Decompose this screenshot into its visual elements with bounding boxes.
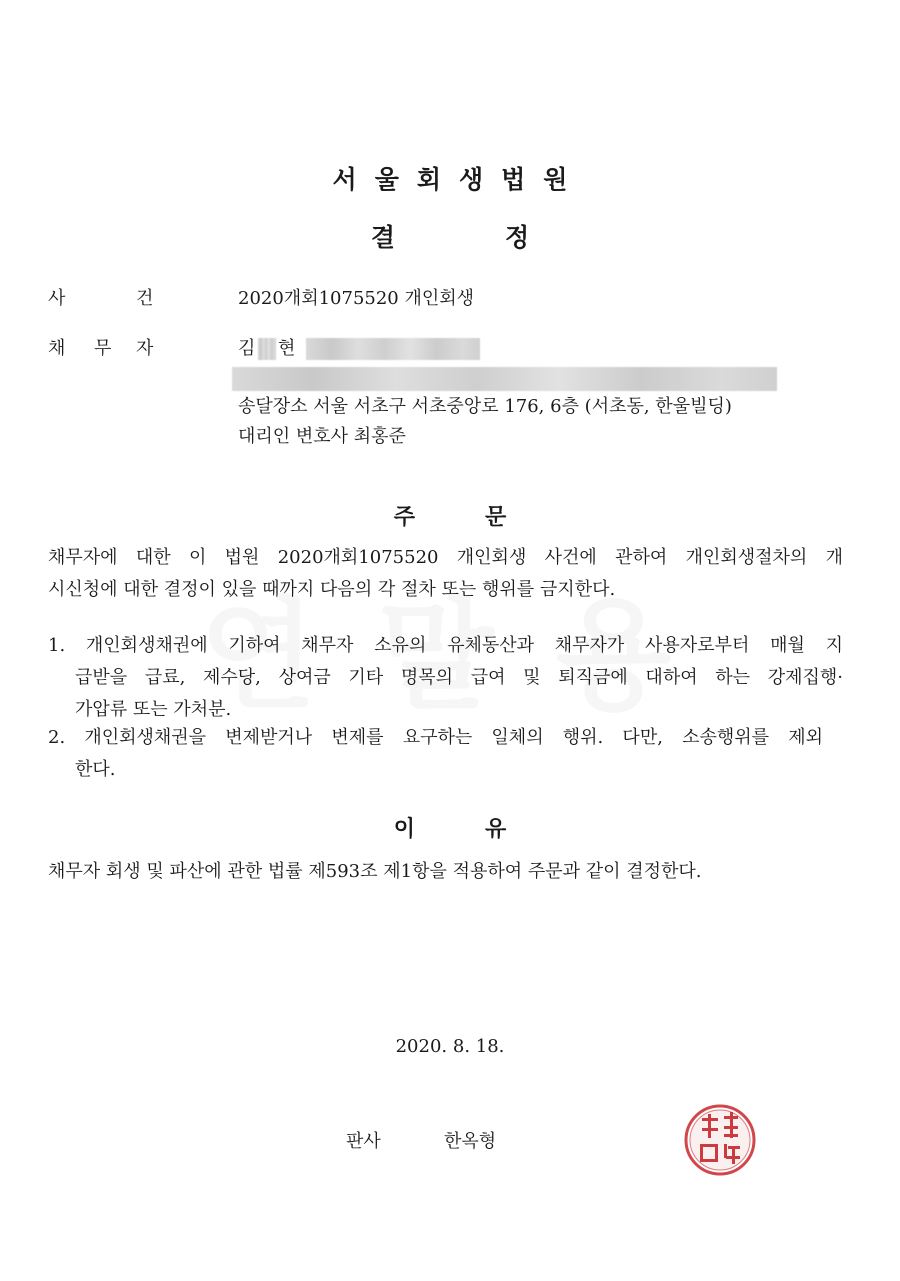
debtor-row — [48, 336, 848, 362]
order-title-left: 주 — [393, 505, 415, 530]
reason-title-left: 이 — [393, 817, 415, 842]
reason-paragraph — [48, 856, 848, 888]
document-type-title — [0, 218, 900, 254]
attorney-line: 대리인 변호사 최홍준 — [238, 426, 406, 447]
debtor-label-char-3: 자 — [136, 338, 154, 359]
judge-title: 판사 — [346, 1131, 381, 1152]
debtor-name-first: 김 — [238, 338, 256, 359]
order-intro-paragraph — [48, 542, 848, 606]
document-type-left: 결 — [370, 223, 395, 252]
court-name: 서울회생법원 — [332, 165, 586, 194]
debtor-label-char-2: 무 — [94, 338, 112, 359]
case-row — [48, 286, 848, 312]
reason-title-right: 유 — [485, 817, 507, 842]
reason-text: 채무자 회생 및 파산에 관한 법률 제593조 제1항을 적용하여 주문과 같이 결정한다. — [48, 861, 702, 882]
decision-date: 2020. 8. 18. — [395, 1036, 505, 1057]
case-number: 2020개회1075520 개인회생 — [238, 288, 475, 309]
order-item-2-line-1: 2. 개인회생채권을 변제받거나 변제를 요구하는 일체의 행위. 다만, 소송행위를 제외 — [48, 727, 823, 748]
redacted-name-middle — [258, 338, 276, 360]
judge-name: 한옥형 — [444, 1131, 497, 1152]
case-label-char-2: 건 — [136, 288, 154, 309]
redacted-resident-number — [306, 338, 480, 360]
order-item-1-line-2: 급받을 급료, 제수당, 상여금 기타 명목의 급여 및 퇴직금에 대하여 하는 강제집행· — [75, 667, 843, 688]
order-section-title — [0, 500, 900, 531]
order-item-1-line-3: 가압류 또는 가처분. — [75, 699, 232, 720]
case-label-char-1: 사 — [48, 288, 66, 309]
order-item-1-line-1: 1. 개인회생채권에 기하여 채무자 소유의 유체동산과 채무자가 사용자로부터 매월 지 — [48, 635, 843, 656]
official-seal-icon — [680, 1100, 760, 1180]
order-item-1 — [48, 630, 848, 726]
redacted-address — [232, 367, 777, 391]
reason-section-title — [0, 812, 900, 843]
debtor-label-char-1: 채 — [48, 338, 66, 359]
debtor-name-last: 현 — [278, 338, 296, 359]
order-item-2-line-2: 한다. — [75, 759, 116, 780]
order-title-right: 문 — [485, 505, 507, 530]
document-type-right: 정 — [505, 223, 530, 252]
order-item-2 — [48, 722, 848, 786]
service-address: 송달장소 서울 서초구 서초중앙로 176, 6층 (서초동, 한울빌딩) — [238, 396, 732, 417]
order-intro-line-1: 채무자에 대한 이 법원 2020개회1075520 개인회생 사건에 관하여 개인회생절차의 개 — [48, 547, 843, 568]
order-intro-line-2: 시신청에 대한 결정이 있을 때까지 다음의 각 절차 또는 행위를 금지한다. — [48, 579, 616, 600]
